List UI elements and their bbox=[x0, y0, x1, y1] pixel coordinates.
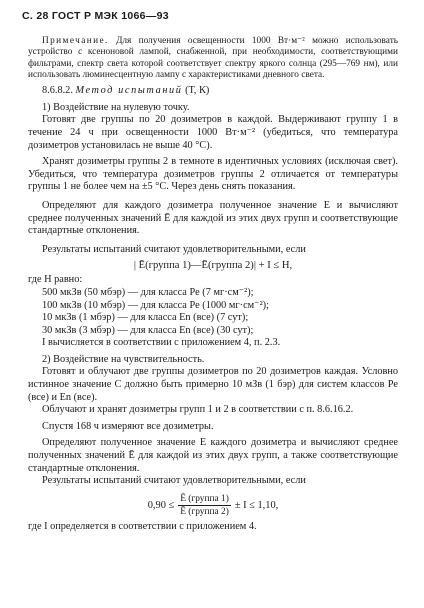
paragraph-4: Определяют для каждого дозиметра полученное значение E и вычисляют среднее полученных значений Ē для каждой из этих двух групп и соответствующие стандартные отклонения. bbox=[28, 199, 398, 237]
page-header: С. 28 ГОСТ Р МЭК 1066—93 bbox=[22, 10, 169, 22]
paragraph-5: Результаты испытаний считают удовлетворительными, если bbox=[42, 243, 306, 255]
paragraph-3: Хранят дозиметры группы 2 в темноте в идентичных условиях (исключая свет). Убедиться, что температура дозиметров группы 2 отличается от температуры группы 1 не более чем на ±5 °С. Через день снять показания. bbox=[28, 156, 398, 193]
formula-2 bbox=[28, 494, 398, 517]
paragraph-10: Определяют полученное значение E каждого дозиметра и вычисляют среднее полученных значений Ē для каждой из этих двух групп, а также соответствующие стандартные отклонения. bbox=[28, 437, 398, 474]
formula-2-right: ± I ≤ 1,10, bbox=[234, 499, 279, 511]
formula-1: | Ē(группа 1)—Ē(группа 2)| + I ≤ H, bbox=[133, 260, 293, 272]
section-number: 8.6.8.2. bbox=[42, 85, 73, 97]
section-marks: (Т, К) bbox=[185, 85, 210, 97]
paragraph-7: Готовят и облучают две группы дозиметров по 20 дозиметров каждая. Условно истинное значение C должно быть примерно 10 мЗв (1 бэр) для систем классов Pe (все) и En (все). bbox=[28, 366, 398, 403]
formula-2-left: 0,90 ≤ bbox=[147, 499, 175, 511]
paragraph-1: 1) Воздействие на нулевую точку. bbox=[42, 101, 190, 113]
paragraph-2: Готовят две группы по 20 дозиметров в каждой. Выдерживают группу 1 в течение 24 ч при освещенности 1000 Вт·м⁻² (убедиться, что температура дозиметров установилась не выше 40 °С). bbox=[28, 114, 398, 151]
paragraph-11: Результаты испытаний считают удовлетворительными, если bbox=[42, 475, 306, 487]
note-label: Примечание. bbox=[42, 36, 109, 46]
paragraph-12: где I определяется в соответствии с приложением 4. bbox=[28, 520, 257, 532]
list-item: 30 мкЗв (3 мбэр) — для класса En (все) (30 сут); bbox=[42, 324, 254, 336]
where-h: где H равно: bbox=[28, 274, 83, 286]
list-item: I вычисляется в соответствии с приложением 4, п. 2.3. bbox=[42, 337, 281, 349]
paragraph-8: Облучают и хранят дозиметры групп 1 и 2 в соответствии с п. 8.6.16.2. bbox=[42, 404, 354, 416]
list-item: 10 мкЗв (1 мбэр) — для класса En (все) (7 сут); bbox=[42, 312, 249, 324]
list-item: 500 мкЗв (50 мбэр) — для класса Pe (7 мг·см⁻²); bbox=[42, 286, 254, 298]
section-title: Метод испытаний bbox=[75, 85, 183, 97]
h-values-list bbox=[28, 287, 398, 350]
formula-2-numerator: Ē (группа 1) bbox=[180, 493, 229, 504]
note-text: Для получения освещенности 1000 Вт·м⁻² можно использовать устройство с ксеноновой лампой, снабженной, при необходимости, соответствующими фильтрами, спектр света которой соответствует спектру яркого солнца (295—769 нм), или использовать люминесцентную лампу с характеристиками дневного света. bbox=[28, 36, 398, 80]
paragraph-6: 2) Воздействие на чувствительность. bbox=[42, 353, 205, 365]
formula-2-denominator: Ē (группа 2) bbox=[180, 506, 229, 517]
paragraph-9: Спустя 168 ч измеряют все дозиметры. bbox=[42, 420, 214, 432]
list-item: 100 мкЗв (10 мбэр) — для класса Pe (1000 мг·см⁻²); bbox=[42, 299, 269, 311]
note-paragraph bbox=[28, 36, 398, 81]
section-heading bbox=[28, 85, 398, 98]
formula-2-fraction bbox=[178, 494, 231, 517]
